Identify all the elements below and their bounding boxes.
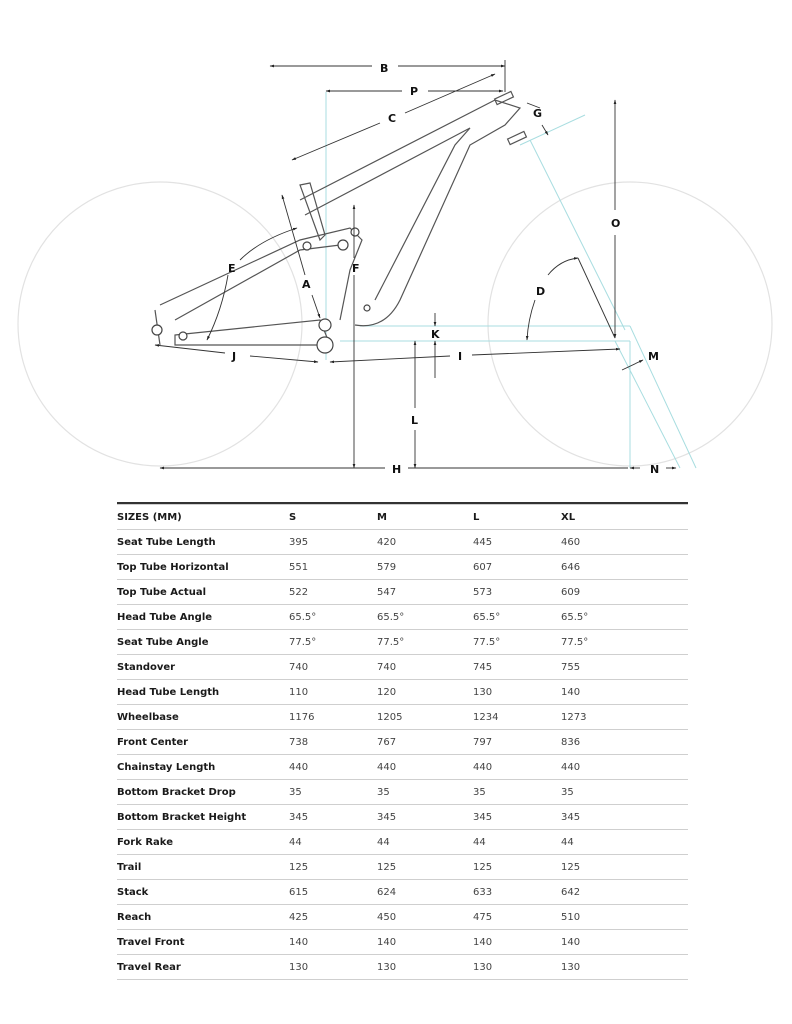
row-label: Head Tube Length [117,680,289,705]
row-value: 125 [377,855,473,880]
row-value: 345 [473,805,561,830]
table-row [117,905,688,930]
row-value: 607 [473,555,561,580]
row-value: 579 [377,555,473,580]
row-value: 425 [289,905,377,930]
label-i: I [458,350,463,363]
row-value: 35 [377,780,473,805]
row-value: 130 [289,955,377,980]
label-k: K [431,328,440,341]
row-label: Standover [117,655,289,680]
row-label: Fork Rake [117,830,289,855]
row-value: 125 [561,855,688,880]
row-label: Stack [117,880,289,905]
header-size-l: L [473,505,561,530]
row-label: Front Center [117,730,289,755]
row-label: Trail [117,855,289,880]
row-value: 77.5° [561,630,688,655]
label-g: G [533,107,543,120]
row-value: 609 [561,580,688,605]
row-value: 44 [561,830,688,855]
row-value: 130 [377,955,473,980]
frame-geometry-diagram [0,0,792,490]
row-value: 140 [377,930,473,955]
header-size-s: S [289,505,377,530]
label-m: M [648,350,659,363]
table-row [117,830,688,855]
row-value: 65.5° [289,605,377,630]
row-value: 420 [377,530,473,555]
label-a: A [302,278,311,291]
row-value: 440 [289,755,377,780]
header-sizes: SIZES (MM) [117,505,289,530]
row-value: 35 [473,780,561,805]
header-size-m: M [377,505,473,530]
table-header-row [117,505,688,530]
table-row [117,930,688,955]
row-value: 77.5° [289,630,377,655]
label-f: F [352,262,360,275]
row-value: 615 [289,880,377,905]
row-value: 44 [377,830,473,855]
row-value: 755 [561,655,688,680]
row-value: 1176 [289,705,377,730]
row-value: 35 [289,780,377,805]
table-row [117,755,688,780]
row-value: 1205 [377,705,473,730]
label-p: P [410,85,419,98]
row-value: 1273 [561,705,688,730]
row-value: 475 [473,905,561,930]
label-o: O [611,217,621,230]
construction-lines [326,92,696,468]
row-value: 140 [289,930,377,955]
row-value: 140 [473,930,561,955]
row-value: 110 [289,680,377,705]
row-value: 440 [473,755,561,780]
row-value: 522 [289,580,377,605]
row-value: 77.5° [377,630,473,655]
row-value: 130 [561,955,688,980]
row-label: Bottom Bracket Drop [117,780,289,805]
row-value: 633 [473,880,561,905]
table-row [117,680,688,705]
row-value: 140 [561,680,688,705]
row-label: Top Tube Actual [117,580,289,605]
row-value: 125 [289,855,377,880]
row-value: 65.5° [377,605,473,630]
label-e: E [228,262,236,275]
table-row [117,630,688,655]
table-row [117,955,688,980]
row-value: 440 [561,755,688,780]
row-value: 77.5° [473,630,561,655]
label-b: B [380,62,389,75]
table-row [117,805,688,830]
row-value: 740 [289,655,377,680]
row-value: 65.5° [473,605,561,630]
row-value: 345 [561,805,688,830]
label-l: L [411,414,419,427]
label-d: D [536,285,546,298]
row-value: 551 [289,555,377,580]
row-value: 642 [561,880,688,905]
bike-frame [155,91,526,345]
row-value: 44 [473,830,561,855]
row-value: 440 [377,755,473,780]
header-size-xl: XL [561,505,688,530]
row-value: 1234 [473,705,561,730]
row-value: 740 [377,655,473,680]
row-value: 797 [473,730,561,755]
row-label: Head Tube Angle [117,605,289,630]
row-label: Wheelbase [117,705,289,730]
row-label: Travel Rear [117,955,289,980]
row-label: Travel Front [117,930,289,955]
table-row [117,530,688,555]
table-row [117,880,688,905]
row-value: 130 [473,955,561,980]
row-value: 836 [561,730,688,755]
row-value: 573 [473,580,561,605]
row-value: 450 [377,905,473,930]
pivot-points [152,228,370,353]
row-label: Seat Tube Length [117,530,289,555]
row-value: 547 [377,580,473,605]
row-label: Chainstay Length [117,755,289,780]
row-value: 460 [561,530,688,555]
table-row [117,580,688,605]
rear-wheel [18,182,302,466]
row-value: 745 [473,655,561,680]
row-value: 767 [377,730,473,755]
row-value: 445 [473,530,561,555]
table-row [117,655,688,680]
row-value: 120 [377,680,473,705]
row-label: Top Tube Horizontal [117,555,289,580]
label-n: N [650,463,660,476]
row-value: 44 [289,830,377,855]
row-value: 345 [289,805,377,830]
row-value: 130 [473,680,561,705]
row-value: 624 [377,880,473,905]
row-label: Reach [117,905,289,930]
row-value: 345 [377,805,473,830]
row-value: 35 [561,780,688,805]
label-c: C [388,112,397,125]
label-h: H [392,463,402,476]
geometry-table [117,502,688,980]
row-label: Seat Tube Angle [117,630,289,655]
table-row [117,605,688,630]
table-row [117,555,688,580]
row-value: 646 [561,555,688,580]
row-label: Bottom Bracket Height [117,805,289,830]
table-row [117,855,688,880]
row-value: 738 [289,730,377,755]
label-j: J [232,350,237,363]
row-value: 140 [561,930,688,955]
row-value: 395 [289,530,377,555]
table-row [117,780,688,805]
table-row [117,730,688,755]
row-value: 125 [473,855,561,880]
table-row [117,705,688,730]
row-value: 510 [561,905,688,930]
row-value: 65.5° [561,605,688,630]
